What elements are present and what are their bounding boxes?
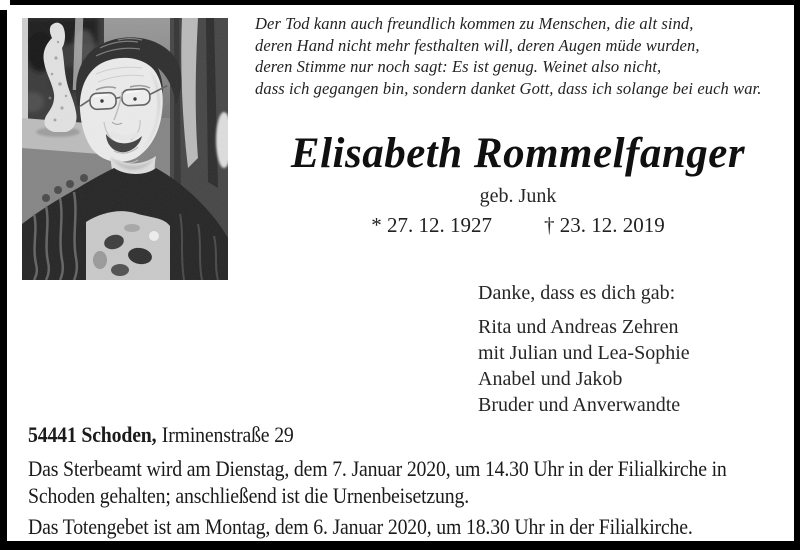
birth-name: geb. Junk: [479, 184, 557, 207]
death-date: † 23. 12. 2019: [544, 212, 665, 237]
frame-right-border: [794, 0, 800, 550]
deceased-block: [248, 128, 788, 238]
thanks-block: [478, 281, 690, 418]
totengebet-info: Das Totengebet ist am Montag, dem 6. Januar 2020, um 18.30 Uhr in der Filialkirche.: [28, 514, 693, 539]
service-info: [28, 422, 800, 540]
thanks-intro: Danke, dass es dich gab:: [478, 282, 676, 304]
sterbeamt-line-2: Schoden gehalten; anschließend ist die Urnenbeisetzung.: [28, 483, 469, 508]
mourner-line-3: Anabel und Jakob: [478, 368, 623, 390]
mourners-list: [478, 314, 690, 418]
deceased-name: Elisabeth Rommelfanger: [290, 130, 746, 177]
life-dates: [248, 213, 788, 238]
address-city: 54441 Schoden,: [28, 422, 157, 447]
memorial-poem: [255, 13, 795, 99]
address-line: [28, 422, 727, 447]
frame-corner-notch: [0, 0, 10, 10]
frame-left-border: [0, 0, 7, 550]
sterbeamt-line-1: Das Sterbeamt wird am Dienstag, dem 7. Januar 2020, um 14.30 Uhr in der Filialkirche in: [28, 456, 727, 481]
address-street: Irminenstraße 29: [161, 422, 294, 447]
poem-line-1: Der Tod kann auch freundlich kommen zu Menschen, die alt sind,: [255, 14, 694, 33]
frame-bottom-border: [0, 541, 800, 550]
poem-line-2: deren Hand nicht mehr festhalten will, deren Augen müde wurden,: [255, 35, 700, 55]
poem-line-4: dass ich gegangen bin, sondern danket Gott, dass ich solange bei euch war.: [255, 78, 762, 98]
sterbeamt-info: [28, 455, 800, 509]
portrait-photo-graphic: [22, 18, 228, 280]
frame-top-border: [0, 0, 800, 5]
poem-line-3: deren Stimme nur noch sagt: Es ist genug. Weinet also nicht,: [255, 57, 662, 77]
birth-date: * 27. 12. 1927: [371, 212, 492, 237]
mourner-line-2: mit Julian und Lea-Sophie: [478, 342, 690, 364]
mourner-line-4: Bruder und Anverwandte: [478, 394, 681, 416]
mourner-line-1: Rita und Andreas Zehren: [478, 316, 679, 338]
portrait-photo: [22, 18, 228, 280]
